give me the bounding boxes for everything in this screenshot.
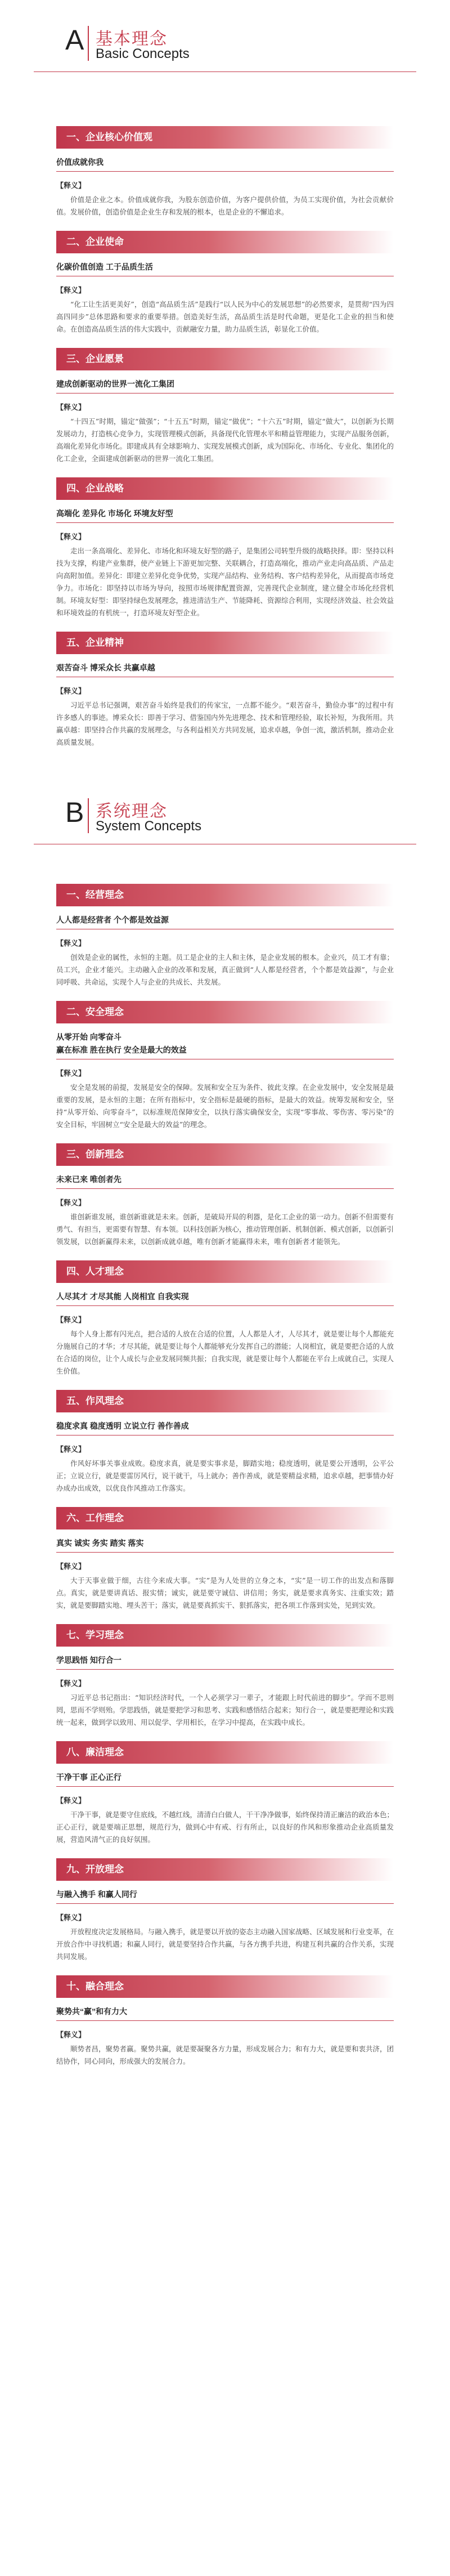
concept-section [56,348,394,465]
section-subtitle [56,1537,394,1553]
definition-tag: 【释义】 [56,687,86,696]
section-subtitle-line: 艰苦奋斗 博采众长 共赢卓越 [56,663,155,672]
section-body: “化工让生活更美好”，创造“高品质生活”是践行“以人民为中心的发展思想”的必然要求，是贯彻“四为四高四同步”总体思路和要求的重要举措。创造美好生活，高品质生活是时代命题，更是化工企业的担当和使命。在创造高品质生活的伟大实践中，贡献融安力量，助力品质生活，彰显化工价值。 [56,300,394,333]
section-body: 创效是企业的属性，永恒的主题。员工是企业的主人和主体，是企业发展的根本。企业兴，员工才有靠；员工兴，企业才能兴。主动融入企业的改革和发展，真正做到“人人都是经营者，个个都是效益源”，与企业同呼吸、共命运，实现个人与企业的共成长、共发展。 [56,953,394,986]
section-subtitle [56,1654,394,1670]
section-subtitle-line: 稳度求真 稳度透明 立说立行 善作善成 [56,1421,189,1430]
section-body: “十四五”时期，锚定“做强”；“十五五”时期，锚定“做优”；“十六五”时期，锚定“做大”，以创新为长期发展动力，打造核心竞争力，实现管理模式创新，具备现代化管理水平和精益管理能力，实现产品服务创新，高端化差异化市场化。即建成具有全球影响力、实现发展模式创新，成为国际化、市场化、专业化、集团化的化工企业，全面建成创新驱动的世界一流化工集团。 [56,417,394,463]
section-subtitle-line: 干净干事 正心正行 [56,1773,122,1782]
section-body: 干净干事，就是要守住底线，不越红线，清清白白做人，干干净净做事，始终保持清正廉洁的政治本色；正心正行，就是要端正思想，规范行为，做到心中有戒、行有所止，以良好的作风和形象推动企业高质量发展，营造风清气正的良好氛围。 [56,1810,394,1844]
concept-section [56,1507,394,1612]
definition-tag: 【释义】 [56,182,86,190]
definition-tag: 【释义】 [56,2031,86,2040]
section-heading: 七、学习理念 [56,1624,394,1647]
section-heading: 九、开放理念 [56,1858,394,1881]
section-subtitle [56,1772,394,1787]
part-b-letter: B [65,797,84,828]
section-subtitle-line: 真实 诚实 务实 踏实 落实 [56,1539,144,1548]
definition-tag: 【释义】 [56,1316,86,1325]
section-body: 作风好坏事关事业成败。稳度求真，就是要实事求是，脚踏实地；稳度透明，就是要公开透明，公平公正；立说立行，就是要雷厉风行，说干就干，马上就办；善作善成，就是要精益求精，追求卓越，把事情办好办成办出成效，以优良作风推动工作落实。 [56,1459,394,1492]
definition-tag: 【释义】 [56,1446,86,1454]
part-a-title-cn: 基本理念 [96,29,168,49]
section-subtitle [56,662,394,677]
part-b-sections [0,884,450,2068]
section-heading: 四、人才理念 [56,1260,394,1283]
part-a-letter: A [65,24,84,56]
section-subtitle [56,2006,394,2021]
definition-tag: 【释义】 [56,404,86,412]
section-heading: 八、廉洁理念 [56,1741,394,1764]
concept-section [56,231,394,336]
section-body: 谁创新谁发展，谁创新谁就是未来。创新，是破局开局的利器，是化工企业的第一动力。创新不但需要有勇气、有担当，更需要有智慧、有本领。以科技创新为核心，推动管理创新、机制创新、模式创新，以创新引领发展，以创新赢得未来，以创新成就卓越，唯有创新才能赢得未来，唯有创新者才能领先。 [56,1213,394,1246]
section-subtitle-line: 化碳价值创造 工于品质生活 [56,262,153,271]
concept-section [56,884,394,989]
section-subtitle-line: 未来已来 唯创者先 [56,1175,122,1184]
section-heading: 三、企业愿景 [56,348,394,370]
section-heading: 五、作风理念 [56,1390,394,1412]
section-heading: 十、融合理念 [56,1975,394,1998]
part-b-title-en: System Concepts [96,819,202,834]
section-subtitle-line: 人人都是经营者 个个都是效益源 [56,915,169,924]
section-heading: 一、企业核心价值观 [56,126,394,149]
section-body: 价值是企业之本。价值成就你我，为股东创造价值，为客户提供价值，为员工实现价值，为社会贡献价值。发展价值，创造价值是企业生存和发展的根本，也是企业的不懈追求。 [56,195,394,216]
definition-tag: 【释义】 [56,287,86,295]
section-subtitle [56,378,394,393]
definition-tag: 【释义】 [56,1797,86,1805]
section-heading: 三、创新理念 [56,1143,394,1166]
part-a-divider [88,26,89,61]
section-subtitle-line: 人尽其才 才尽其能 人岗相宜 自我实现 [56,1292,189,1301]
part-b-divider [88,798,89,833]
concept-section [56,1001,394,1131]
section-subtitle [56,508,394,523]
part-a-header [34,16,416,72]
section-subtitle [56,156,394,172]
section-heading: 二、安全理念 [56,1001,394,1023]
definition-tag: 【释义】 [56,533,86,542]
concept-section [56,1858,394,1963]
concept-section [56,1975,394,2068]
concept-section [56,632,394,749]
section-heading: 五、企业精神 [56,632,394,654]
section-heading: 二、企业使命 [56,231,394,253]
section-body: 走出一条高端化、差异化、市场化和环境友好型的路子，是集团公司转型升级的战略抉择。即：坚持以科技为支撑，构建产业集群，使产业链上下游更加完整、关联耦合，打造高端化，推动产业走向高品质、产品走向高附加值。差异化：即建立差异化竞争优势，实现产品结构、业务结构、客户结构差异化，从而提高市场竞争力。市场化：即坚持以市场为导向，按照市场规律配置资源，完善现代企业制度，建立健全市场化经营机制。环境友好型：即坚持绿色发展理念，推进清洁生产、节能降耗、资源综合利用，实现经济效益、社会效益和环境效益的有机统一，打造环境友好型企业。 [56,547,394,617]
section-subtitle [56,1174,394,1189]
concept-section [56,126,394,218]
section-subtitle [56,1031,394,1059]
section-subtitle [56,914,394,929]
part-b-header [34,788,416,844]
section-heading: 一、经营理念 [56,884,394,906]
concept-section [56,1624,394,1729]
section-body: 每个人身上都有闪光点，把合适的人放在合适的位置，人人都是人才，人尽其才，就是要让每个人都能充分施展自己的才华；才尽其能，就是要让每个人都能够充分发挥自己的潜能；人岗相宜，就是要把合适的人放在合适的岗位，让个人成长与企业发展同频共振；自我实现，就是要让每个人都能在平台上成就自己，实现人生价值。 [56,1330,394,1375]
section-heading: 六、工作理念 [56,1507,394,1530]
section-subtitle [56,1420,394,1435]
concept-section [56,1143,394,1248]
concept-section [56,1741,394,1846]
section-heading: 四、企业战略 [56,477,394,500]
section-subtitle-line: 聚势共“赢”和有力大 [56,2007,127,2016]
concept-section [56,1260,394,1378]
section-subtitle-line: 建成创新驱动的世界一流化工集团 [56,379,174,388]
part-b-title-cn: 系统理念 [96,802,168,821]
definition-tag: 【释义】 [56,940,86,948]
section-body: 顺势者昌，聚势者赢。聚势共赢，就是要凝聚各方力量，形成发展合力；和有力大，就是要和衷共济，团结协作，同心同向，形成强大的发展合力。 [56,2045,394,2065]
section-body: 大于天事业做于细，古往今来成大事。“实”是为人处世的立身之本，“实”是一切工作的出发点和落脚点。真实，就是要讲真话、报实情；诚实，就是要守诚信、讲信用；务实，就是要求真务实、注重实效；踏实，就是要脚踏实地、埋头苦干；落实，就是要真抓实干、狠抓落实，把各项工作落到实处，见到实效。 [56,1576,394,1609]
section-body: 开放程度决定发展格局。与融入携手，就是要以开放的姿态主动融入国家战略、区域发展和行业变革，在开放合作中寻找机遇；和赢人同行，就是要坚持合作共赢，与各方携手共进，构建互利共赢的合作关系，实现共同发展。 [56,1927,394,1961]
definition-tag: 【释义】 [56,1070,86,1078]
section-subtitle [56,261,394,276]
definition-tag: 【释义】 [56,1914,86,1922]
section-subtitle-line: 与融入携手 和赢人同行 [56,1890,137,1899]
section-subtitle-line: 从零开始 向零奋斗 [56,1032,122,1041]
definition-tag: 【释义】 [56,1199,86,1208]
section-subtitle-line: 价值成就你我 [56,158,104,167]
definition-tag: 【释义】 [56,1680,86,1688]
concept-section [56,1390,394,1495]
part-a-title-en: Basic Concepts [96,46,190,61]
section-subtitle [56,1291,394,1306]
definition-tag: 【释义】 [56,1563,86,1571]
section-subtitle-line: 赢在标准 胜在执行 安全是最大的效益 [56,1045,187,1054]
section-body: 安全是发展的前提，发展是安全的保障。发展和安全互为条件、彼此支撑。在企业发展中，安全发展是最重要的发展，是永恒的主题；在所有指标中，安全指标是最硬的指标，是最大的效益。统筹发展和安全，坚持“从零开始、向零奋斗”，以标准规范保障安全，以执行落实确保安全，实现“零事故、零伤害、零污染”的安全目标，牢固树立“安全是最大的效益”的理念。 [56,1083,394,1129]
section-body: 习近平总书记指出：“知识经济时代，一个人必须学习一辈子，才能跟上时代前进的脚步”。学而不思则罔，思而不学则殆。学思践悟，就是要把学习和思考、实践和感悟结合起来；知行合一，就是要把理论和实践统一起来，做到学以致用、用以促学、学用相长，在学习中提高，在实践中成长。 [56,1693,394,1727]
part-a-sections [0,126,450,749]
section-body: 习近平总书记强调，艰苦奋斗始终是我们的传家宝，一点都不能少。“艰苦奋斗，勤俭办事”的过程中有许多感人的事迹。博采众长：即善于学习、借鉴国内外先进理念、技术和管理经验，取长补短，为我所用。共赢卓越：即坚持合作共赢的发展理念，与各利益相关方共同发展，追求卓越，争创一流，激活机制，推动企业高质量发展。 [56,701,394,746]
concept-section [56,477,394,619]
section-subtitle-line: 高端化 差异化 市场化 环境友好型 [56,509,173,518]
section-subtitle [56,1889,394,1904]
section-subtitle-line: 学思践悟 知行合一 [56,1656,122,1665]
